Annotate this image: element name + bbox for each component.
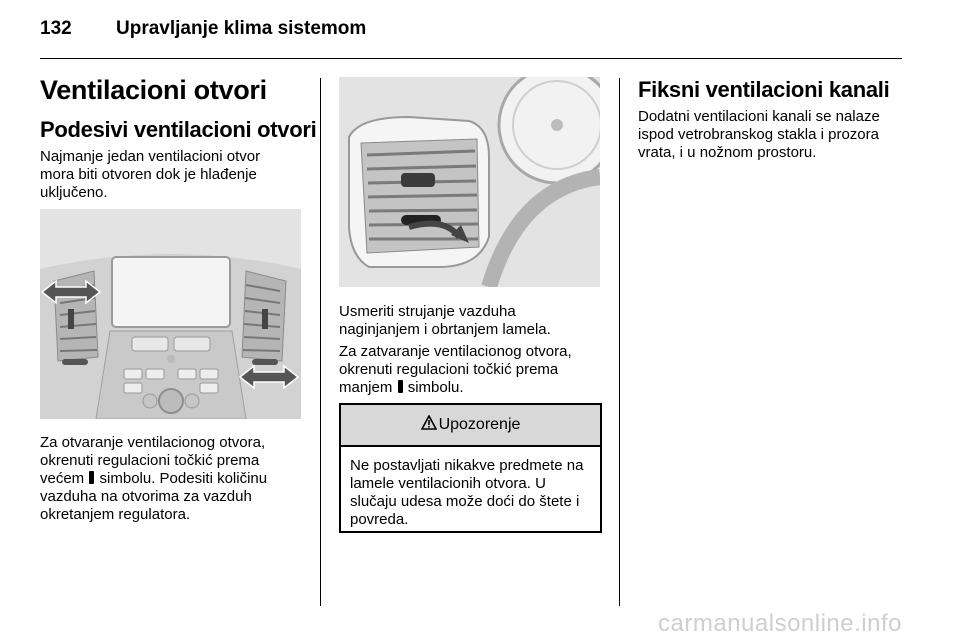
- chapter-title: Upravljanje klima sistemom: [116, 18, 367, 39]
- close-vent-paragraph: [339, 343, 601, 397]
- warning-title: Upozorenje: [438, 416, 521, 433]
- column-divider: [320, 78, 321, 606]
- caption-text-continued: simbolu. Podesiti količinu vazduha na otvorima za vazduh okretanjem regulatora.: [40, 470, 268, 523]
- subsection-heading: Podesivi ventilacioni otvori: [40, 117, 317, 142]
- vent-symbol-icon: [89, 471, 94, 484]
- warning-text: Ne postavljati nikakve predmete na lamele ventilacionih otvora. U slučaju udesa može doći do štete i povreda.: [350, 457, 584, 528]
- close-vent-text: Za zatvaranje ventilacionog otvora, okrenuti regulacioni točkić prema manjem: [339, 343, 572, 396]
- vent-symbol-icon: [398, 380, 403, 393]
- intro-paragraph: Najmanje jedan ventilacioni otvor mora biti otvoren dok je hlađenje uključeno.: [40, 148, 261, 201]
- vent-closeup-illustration: [339, 77, 600, 287]
- watermark: carmanualsonline.info: [658, 610, 902, 637]
- dashboard-vents-illustration: [40, 209, 301, 419]
- page-header: [40, 18, 366, 40]
- warning-header: [341, 405, 600, 447]
- warning-triangle-icon: [421, 415, 437, 435]
- header-rule: [40, 58, 902, 59]
- fixed-vents-paragraph: Dodatni ventilacioni kanali se nalaze ispod vetrobranskog stakla i prozora vrata, i u nožnom prostoru.: [638, 108, 880, 161]
- caption-paragraph: [40, 434, 305, 524]
- caption-text: Za otvaranje ventilacionog otvora, okrenuti regulacioni točkić prema većem: [40, 434, 266, 487]
- page-number: 132: [40, 18, 72, 39]
- close-vent-text-continued: simbolu.: [407, 379, 464, 396]
- section-heading: Ventilacioni otvori: [40, 75, 267, 105]
- column-divider: [619, 78, 620, 606]
- tilt-paragraph: Usmeriti strujanje vazduha naginjanjem i obrtanjem lamela.: [339, 303, 551, 338]
- fixed-vents-heading: Fiksni ventilacioni kanali: [638, 77, 890, 102]
- warning-box: [339, 403, 602, 533]
